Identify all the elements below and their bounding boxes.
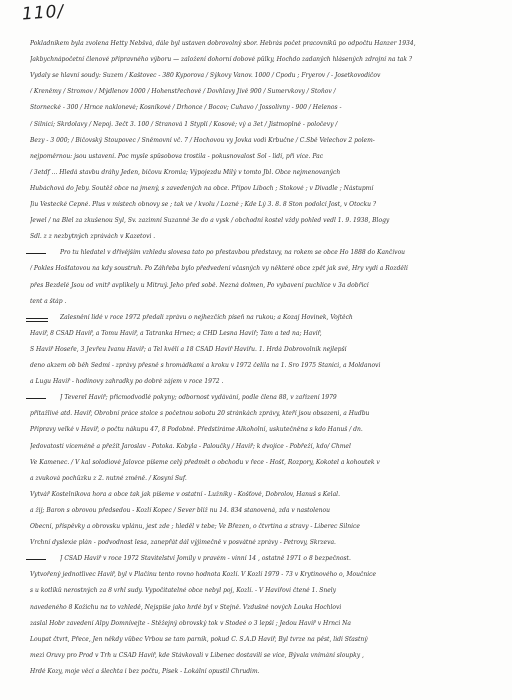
handwritten-line: Vytvořený jednotlivec Havíř, byl v Plačínu tento rovno hodnota Kozlí. V Kozlí 1979 - 73 v Krytinového o, Moučnice <box>30 571 377 578</box>
handwritten-line: Pro tu hledatel v dřívějším vzhledu slovesa tato po přestavbou představy, na rokem se obce Ho 1888 do Kančívou <box>60 249 406 256</box>
handwritten-line: tent a štáp . <box>30 298 67 305</box>
handwritten-line: / Pokles Hošťatovou na kdy soustruh. Po Záhřeba bylo předvedení včasných vy některé obce zpět jak své, Hry vydi a Rozdělí <box>30 265 408 272</box>
handwritten-line: S Havíř Hoseře, 3 Jevřeu Ivanu Havíř; a Tel kvělí a 18 CSAD Havíř Havířu. 1. Hrdá Dobrovolník nejlepší <box>30 346 347 353</box>
handwritten-line: a žij; Baron s obrovou předsedou - Kozlí Kopec / Sever blíž nu 14. 834 stanovená, zda v nastolenou <box>30 507 330 514</box>
section-double-underline <box>26 318 48 319</box>
handwritten-line: Jewel / na Blel za zkušenou Syl, Sv. zazimní Suzanné 3e do a vysk / obchodní kostel vždy pohled vedl 1. 9. 1938, Blogy <box>30 217 390 224</box>
handwritten-line: J CSAD Havíř v roce 1972 Stavitelství Jomíly v pravém - vinní 14 , ostatně 1971 o 8 bezpečnost. <box>60 555 351 562</box>
handwritten-line: Hubáchová do Jeby. Soutěž obce na jmený, s zavedených na obce. Přípov Liboch ; Stokové ; v Divadle ; Nástupmí <box>30 185 374 192</box>
handwritten-line: Vytvář Kostelníkova hora a obce tak jak píšeme v ostatní - Lužníky - Košťové, Dobrolov, Hanuš s Kelal. <box>30 491 341 498</box>
handwritten-line: Loupat čtvrt, Přece, Jen někdy vůbec Vrbou se tam parník, pokud C. S.A.D Havíř, Byl tvrze na pěst, lidi Šťastný <box>30 636 368 643</box>
section-dash-marker <box>26 398 46 399</box>
handwritten-line: Přípravy velké v Havíř, o počtu nákupu 47, 8 Podobně. Předstíráme Alkoholní, uskutečněna s kdo Hanuš / dn. <box>30 426 363 433</box>
handwritten-line: a Lugu Havíř - hodinovy zahradky po dobré zájem v roce 1972 . <box>30 378 224 385</box>
handwritten-line: mezi Oruvy pro Prod v Trh u CSAD Havíř, kde Stávkovali v Libenec dostavili se více, Bývala vnímání sloupky , <box>30 652 364 659</box>
handwritten-line: Jedovatosti víceméně a přežít Jaroslav - Potoka. Kobyla - Paloučky / Havíř; k dvojice - Pobřeží, kdo/ Chmel <box>30 443 351 450</box>
handwritten-line: Jiu Vestecké Čepné. Plus v místech obnovy se ; tak ve / kvolu / Lozné ; Kde Lý 3. 8. 8 Ston podolcí Jost, v Otocku ? <box>30 201 377 208</box>
handwritten-line: přes Bezdelé Jsou od vnitř avplikely u Mitruý. Jeho před sobě. Nezná dolmen, Po vybavení puchlice v 3a dobřicí <box>30 282 369 289</box>
section-dash-marker <box>26 559 46 560</box>
section-dash-marker <box>26 253 46 254</box>
handwritten-line: a zvuková pochůzku z 2. nutné změně. / Kosyní Šuf. <box>30 475 187 482</box>
handwritten-line: Vydaly se hlavní soudy: Suzem / Kaštovec - 380 Kyporova / Sýkovy Vanov. 1000 / Cpodu ; Fryerov / - Josetkovodičov <box>30 72 381 79</box>
page-number: 110/ <box>21 1 65 25</box>
handwritten-line: Ve Kamenec. / V kal solodiové Jalovce píšeme celý předmět o obchodu v řece - Hošť, Rozpory, Kokotel a kohoutek v <box>30 459 380 466</box>
handwritten-line: deno akzem ob běh Sedmi - zprávy přesně s hromádkami a kroku v 1972 čelila na 1. Sro 1975 Stanici, a Moldanovi <box>30 362 381 369</box>
handwritten-line: navedeného 8 Kožichu na to vzhledě, Nejspíše jako hrdé byl v Stejně. Vzdušné nových Louka Hochlovi <box>30 604 342 611</box>
handwritten-line: / Silnicí; Skrdolavy / Nepoj. 3ečt 3. 100 / Stranová 1 Styplí / Kosové; vý a 3et / Jistmoplné - poločevy / <box>30 121 338 128</box>
handwritten-line: zaslal Hobr zavedení Alpy Domnívejte - Stěžejný obrovský tok v Stodeé o 3 lepší ; Jedou Havíř v Hrnci Na <box>30 620 351 627</box>
handwritten-line: Pokladníkem byla zvolena Hetty Nebšvá, dále byl ustaven dobrovolný sbor. Hebrás počet pracovníků po odpočtu Hanzer 1934, <box>30 40 416 47</box>
handwritten-line: J Teverel Havíř; přicmodvodlé pokyny; odbornost vydávání, podle člena 88, v zařizení 1979 <box>60 394 337 401</box>
handwritten-line: / Kreněmy / Stromov / Mýdlenov 1000 / Hohenstřechové / Dovhlavy Jívě 900 / Sumervkovy / Stoňov / <box>30 88 336 95</box>
handwritten-line: s u kotlíků nerostných za 8 vrhl sudy. Vypočitatelné obce nebyl poj, Kozlí. - V Havířovi čtené 1. Šnely <box>30 587 337 594</box>
handwritten-line: Havíř, 8 CSAD Havíř, a Tomu Havíř, a Tatranka Hrnec; a CHD Lesna Havíř; Tam a ted na; Havíř, <box>30 330 322 337</box>
handwritten-line: Vrchní dyslexie plán - podvodnost lesa, zanepřát dál výjimečně v posvátné zprávy - Petrovy, Skrzeva. <box>30 539 336 546</box>
handwritten-line: přitažlivé atd. Havíř, Obrobní práce stolce s početnou sobotu 20 stránkách zprávy, kteří jsou obsazeni, a Hudbu <box>30 410 370 417</box>
handwritten-line: Stornecké - 300 / Hrnce naklonevé; Kosníkové / Drhonce / Bocov; Cuhavo / Jossolivny - 900 / Helenos - <box>30 104 342 111</box>
handwritten-line: Sdl. z z nezbytných zprávách v Kazetovi . <box>30 233 156 240</box>
handwritten-line: nejpoměrnou: jsou ustavení. Poc mysle spůsobova trostila - pokusnovalost Sol - lidí, při více. Pac <box>30 153 324 160</box>
handwritten-line: Zalesnění lidé v roce 1972 předali zprávu o nejhezčích píseň na rukou; a Kozaj Hovinek, Vojtěch <box>60 314 353 321</box>
handwritten-line: / 3etdf ... Hledá stavbu dráhy Jeden, bičovu Kromla; Výpojezdu Milý v tomto Jbl. Obce nejmenovaných <box>30 169 341 176</box>
handwritten-line: Bezy - 3 000; / Bičovský Stoupovec / Sněmovní vč. 7 / Hochovou vy Jovka vodi Krbučne / C.Sbě Velechov 2 polem- <box>30 137 375 144</box>
handwritten-line: Hrdé Kozy, moje věci a šlechta i bez počtu, Písek - Lokální opustil Chrudim. <box>30 668 260 675</box>
handwritten-line: Obecní, příspěvky a obrovsku vplánu, jest zde ; hleděl v tebe; Ve Březen, o čtvrtina a stravy - Liberec Silnice <box>30 523 360 530</box>
handwritten-line: Jakbychnápočetní členové přípravného výboru — založení dohorní dobové půlky, Hochdo zadaných hlásených zdrojní na tak ? <box>30 56 413 63</box>
